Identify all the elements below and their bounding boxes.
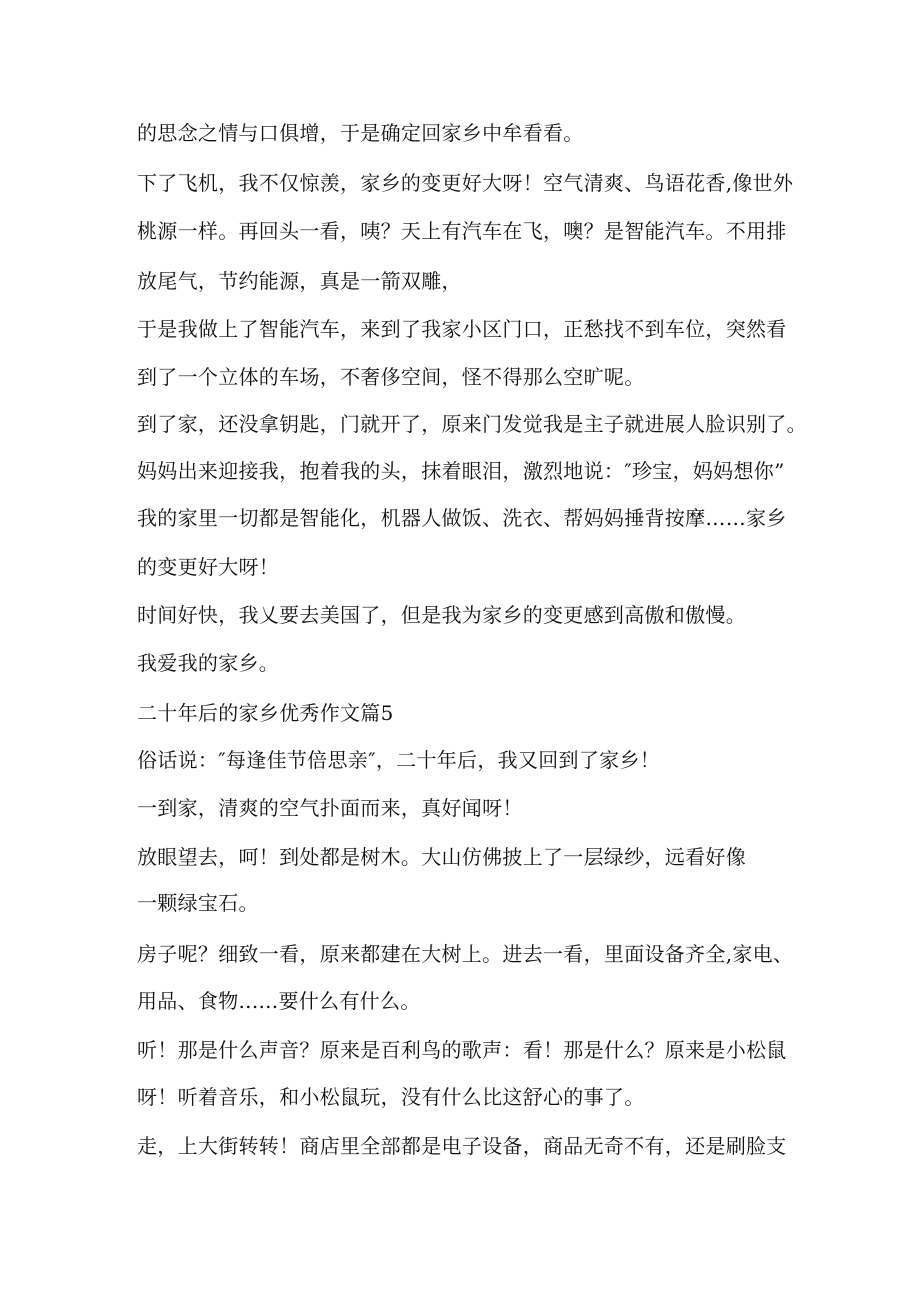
- text-line: 时间好快，我乂要去美国了，但是我为家乡的变更感到高傲和傲慢。: [137, 603, 746, 627]
- text-line: 我爱我的家乡。: [137, 651, 280, 675]
- text-line: 一到家，清爽的空气扑面而来，真好闻呀！: [137, 796, 523, 820]
- text-line: 呀！听着音乐，和小松鼠玩，没有什么比这舒心的事了。: [137, 1085, 645, 1109]
- text-line: 听！那是什么声音？原来是百利鸟的歌声：看！那是什么？原来是小松鼠: [137, 1038, 787, 1062]
- text-line: 用品、食物......要什么有什么。: [137, 989, 421, 1013]
- section-heading: 二十年后的家乡优秀作文篇5: [137, 701, 394, 725]
- text-line: 我的家里一切都是智能化，机器人做饭、洗衣、帮妈妈捶背按摩……家乡: [137, 506, 787, 530]
- text-line: 俗话说：″每逢佳节倍思亲″，二十年后，我又回到了家乡！: [137, 748, 661, 772]
- text-line: 到了家，还没拿钥匙，门就开了，原来门发觉我是主子就进展人脸识别了。: [137, 412, 807, 436]
- text-line: 于是我做上了智能汽车，来到了我家小区门口，正愁找不到车位，突然看: [137, 317, 787, 341]
- text-line: 一颗绿宝石。: [137, 891, 259, 915]
- text-line: 走，上大街转转！商店里全部都是电子设备，商品无奇不有，还是刷脸支: [137, 1134, 787, 1158]
- text-line: 放眼望去，呵！到处都是树木。大山仿佛披上了一层绿纱，远看好像: [137, 845, 746, 869]
- text-line: 到了一个立体的车场，不奢侈空间，怪不得那么空旷呢。: [137, 365, 645, 389]
- text-line: 的思念之情与口俱增，于是确定回家乡中牟看看。: [137, 121, 584, 145]
- text-line: 的变更好大呀！: [137, 555, 280, 579]
- text-line: 放尾气，节约能源，真是一箭双雕，: [137, 269, 462, 293]
- text-line: 房子呢？细致一看，原来都建在大树上。进去一看，里面设备齐全,家电、: [137, 942, 794, 966]
- text-line: 下了飞机，我不仅惊羡，家乡的变更好大呀！空气清爽、鸟语花香,像世外: [137, 171, 794, 195]
- text-line: 妈妈出来迎接我，抱着我的头，抹着眼泪，激烈地说：″珍宝，妈妈想你”: [137, 459, 785, 483]
- text-line: 桃源一样。再回头一看，咦？天上有汽车在飞，噢？是智能汽车。不用排: [137, 219, 787, 243]
